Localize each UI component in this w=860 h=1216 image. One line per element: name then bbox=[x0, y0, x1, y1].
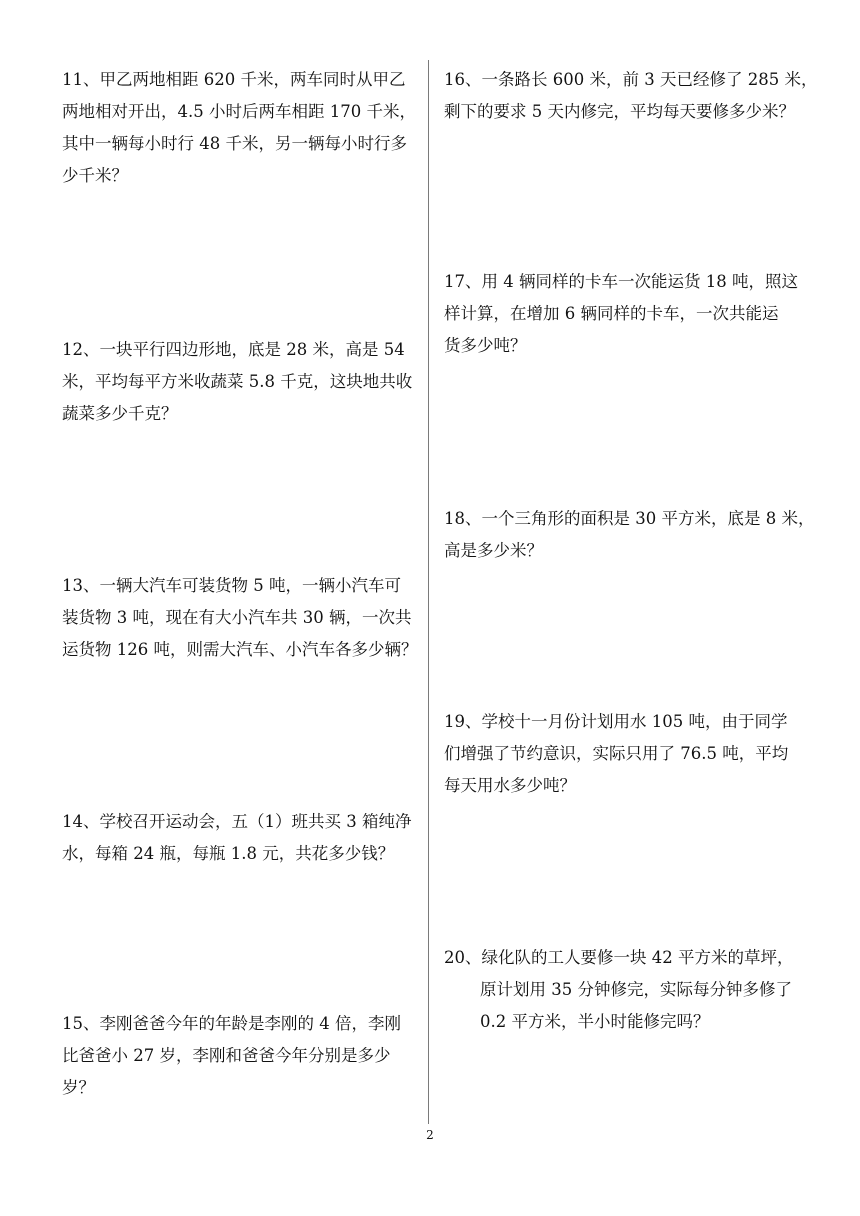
problem-line: 16、一条路长 600 米，前 3 天已经修了 285 米， bbox=[444, 70, 818, 89]
problem-line: 米，平均每平方米收蔬菜 5.8 千克，这块地共收 bbox=[62, 372, 413, 391]
problem-20 bbox=[444, 942, 810, 1038]
problem-line: 岁？ bbox=[62, 1078, 95, 1097]
problem-line: 其中一辆每小时行 48 千米，另一辆每小时行多 bbox=[62, 134, 407, 153]
problem-line: 18、一个三角形的面积是 30 平方米，底是 8 米， bbox=[444, 509, 815, 528]
problem-line: 蔬菜多少千克？ bbox=[62, 404, 178, 423]
problem-line: 装货物 3 吨，现在有大小汽车共 30 辆，一次共 bbox=[62, 608, 412, 627]
problem-line: 原计划用 35 分钟修完，实际每分钟多修了 bbox=[480, 980, 792, 999]
problem-line: 比爸爸小 27 岁，李刚和爸爸今年分别是多少 bbox=[62, 1046, 391, 1065]
problem-line: 15、李刚爸爸今年的年龄是李刚的 4 倍，李刚 bbox=[62, 1014, 401, 1033]
page-number: 2 bbox=[426, 1128, 434, 1142]
problem-line: 样计算，在增加 6 辆同样的卡车，一次共能运 bbox=[444, 304, 779, 323]
problem-line: 们增强了节约意识，实际只用了 76.5 吨，平均 bbox=[444, 744, 789, 763]
problem-line: 剩下的要求 5 天内修完，平均每天要修多少米？ bbox=[444, 102, 795, 121]
problem-line: 0.2 平方米，半小时能修完吗？ bbox=[480, 1012, 710, 1031]
problem-11 bbox=[62, 64, 418, 192]
problem-line: 11、甲乙两地相距 620 千米，两车同时从甲乙 bbox=[62, 70, 406, 89]
problem-line: 货多少吨？ bbox=[444, 336, 527, 355]
problem-line: 高是多少米？ bbox=[444, 541, 543, 560]
problem-17 bbox=[444, 266, 810, 362]
problem-line: 运货物 126 吨，则需大汽车、小汽车各多少辆？ bbox=[62, 640, 418, 659]
problem-19 bbox=[444, 706, 810, 802]
problem-line: 少千米？ bbox=[62, 166, 128, 185]
problem-line: 12、一块平行四边形地，底是 28 米，高是 54 bbox=[62, 340, 405, 359]
problem-line: 14、学校召开运动会，五（1）班共买 3 箱纯净 bbox=[62, 812, 412, 831]
problem-line: 19、学校十一月份计划用水 105 吨，由于同学 bbox=[444, 712, 788, 731]
problem-12 bbox=[62, 334, 418, 430]
problem-line: 水，每箱 24 瓶，每瓶 1.8 元，共花多少钱？ bbox=[62, 844, 395, 863]
problem-line: 20、绿化队的工人要修一块 42 平方米的草坪， bbox=[444, 948, 794, 967]
problem-line: 每天用水多少吨？ bbox=[444, 776, 576, 795]
problem-18 bbox=[444, 503, 815, 567]
problem-line: 17、用 4 辆同样的卡车一次能运货 18 吨，照这 bbox=[444, 272, 798, 291]
problem-line: 13、一辆大汽车可装货物 5 吨，一辆小汽车可 bbox=[62, 576, 401, 595]
problem-13 bbox=[62, 570, 418, 666]
problem-15 bbox=[62, 1008, 418, 1104]
problem-14 bbox=[62, 806, 418, 870]
problem-line: 两地相对开出，4.5 小时后两车相距 170 千米， bbox=[62, 102, 416, 121]
column-divider bbox=[428, 60, 429, 1124]
problem-16 bbox=[444, 64, 818, 128]
